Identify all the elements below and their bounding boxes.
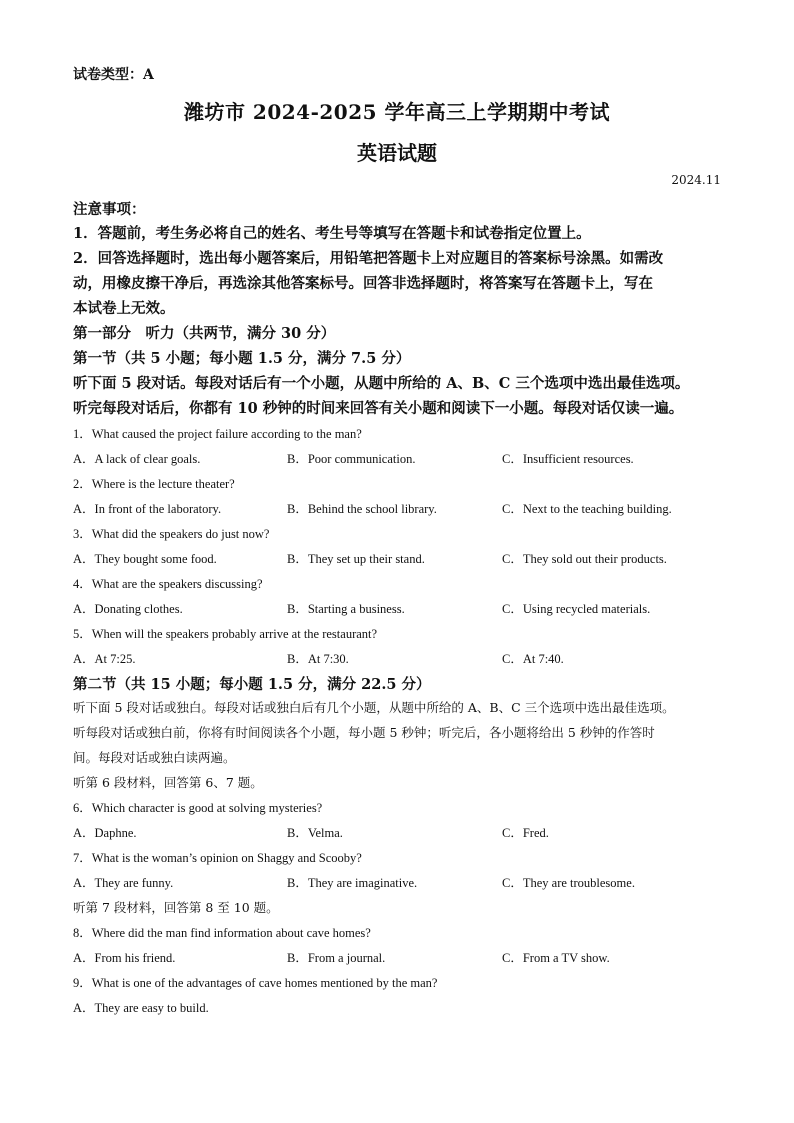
question-2: 2．Where is the lecture theater?: [73, 477, 235, 491]
question-1: 1．What caused the project failure according to the man?: [73, 427, 362, 441]
q5-option-b: B．At 7:30.: [287, 652, 349, 666]
q7-option-b: B．They are imaginative.: [287, 876, 418, 890]
q8-option-b: B．From a journal.: [287, 951, 386, 965]
section2-instruction-1: 听下面 5 段对话或独白。每段对话或独白后有几个小题，从题中所给的 A、B、C 三个选项中选出最佳选项。: [73, 700, 675, 715]
q6-option-c: C．Fred.: [502, 826, 549, 840]
q8-option-c: C．From a TV show.: [502, 951, 610, 965]
q2-option-b: B．Behind the school library.: [287, 502, 437, 516]
q3-option-b: B．They set up their stand.: [287, 552, 425, 566]
question-6: 6．Which character is good at solving mysteries?: [73, 801, 323, 815]
q5-option-a: A．At 7:25.: [73, 652, 136, 666]
q2-option-a: A．In front of the laboratory.: [73, 502, 222, 516]
notice-line-2a: 2．回答选择题时，选出每小题答案后，用铅笔把答题卡上对应题目的答案标号涂黑。如需改: [73, 250, 664, 267]
section2-heading: 第二节（共 15 小题；每小题 1.5 分，满分 22.5 分）: [73, 676, 431, 693]
exam-title: 潍坊市 2024-2025 学年高三上学期期中考试: [183, 100, 611, 124]
q4-option-c: C．Using recycled materials.: [502, 602, 651, 616]
q1-option-c: C．Insufficient resources.: [502, 452, 634, 466]
q7-option-c: C．They are troublesome.: [502, 876, 635, 890]
q5-option-c: C．At 7:40.: [502, 652, 564, 666]
q1-option-a: A．A lack of clear goals.: [73, 452, 201, 466]
q6-option-a: A．Daphne.: [73, 826, 137, 840]
q1-option-b: B．Poor communication.: [287, 452, 416, 466]
material-6-note: 听第 6 段材料，回答第 6、7 题。: [73, 775, 263, 790]
notice-heading: 注意事项：: [73, 201, 146, 218]
q7-option-a: A．They are funny.: [73, 876, 174, 890]
section1-heading: 第一节（共 5 小题；每小题 1.5 分，满分 7.5 分）: [73, 350, 411, 367]
part1-heading: 第一部分 听力（共两节，满分 30 分）: [73, 325, 336, 342]
notice-line-1: 1．答题前，考生务必将自己的姓名、考生号等填写在答题卡和试卷指定位置上。: [73, 225, 591, 242]
question-4: 4．What are the speakers discussing?: [73, 577, 263, 591]
exam-date: 2024.11: [671, 173, 721, 187]
q3-option-c: C．They sold out their products.: [502, 552, 667, 566]
q3-option-a: A．They bought some food.: [73, 552, 217, 566]
q6-option-b: B．Velma.: [287, 826, 343, 840]
paper-type: 试卷类型：A: [73, 67, 154, 83]
q8-option-a: A．From his friend.: [73, 951, 176, 965]
question-7: 7．What is the woman’s opinion on Shaggy and Scooby?: [73, 851, 362, 865]
section2-instruction-2: 听每段对话或独白前，你将有时间阅读各个小题，每小题 5 秒钟；听完后，各小题将给出 5 秒钟的作答时: [73, 725, 655, 740]
q2-option-c: C．Next to the teaching building.: [502, 502, 672, 516]
exam-subtitle: 英语试题: [357, 141, 437, 165]
question-5: 5．When will the speakers probably arrive at the restaurant?: [73, 627, 378, 641]
q9-option-a: A．They are easy to build.: [73, 1001, 209, 1015]
question-8: 8．Where did the man find information about cave homes?: [73, 926, 371, 940]
notice-line-2c: 本试卷上无效。: [73, 300, 175, 317]
q4-option-b: B．Starting a business.: [287, 602, 405, 616]
notice-line-2b: 动，用橡皮擦干净后，再选涂其他答案标号。回答非选择题时，将答案写在答题卡上，写在: [73, 275, 653, 292]
q4-option-a: A．Donating clothes.: [73, 602, 183, 616]
question-3: 3．What did the speakers do just now?: [73, 527, 270, 541]
question-9: 9．What is one of the advantages of cave homes mentioned by the man?: [73, 976, 438, 990]
section2-instruction-3: 间。每段对话或独白读两遍。: [73, 750, 236, 765]
section1-instruction-2: 听完每段对话后，你都有 10 秒钟的时间来回答有关小题和阅读下一小题。每段对话仅读一遍。: [73, 400, 684, 417]
section1-instruction-1: 听下面 5 段对话。每段对话后有一个小题，从题中所给的 A、B、C 三个选项中选出最佳选项。: [73, 375, 690, 392]
material-7-note: 听第 7 段材料，回答第 8 至 10 题。: [73, 900, 279, 915]
